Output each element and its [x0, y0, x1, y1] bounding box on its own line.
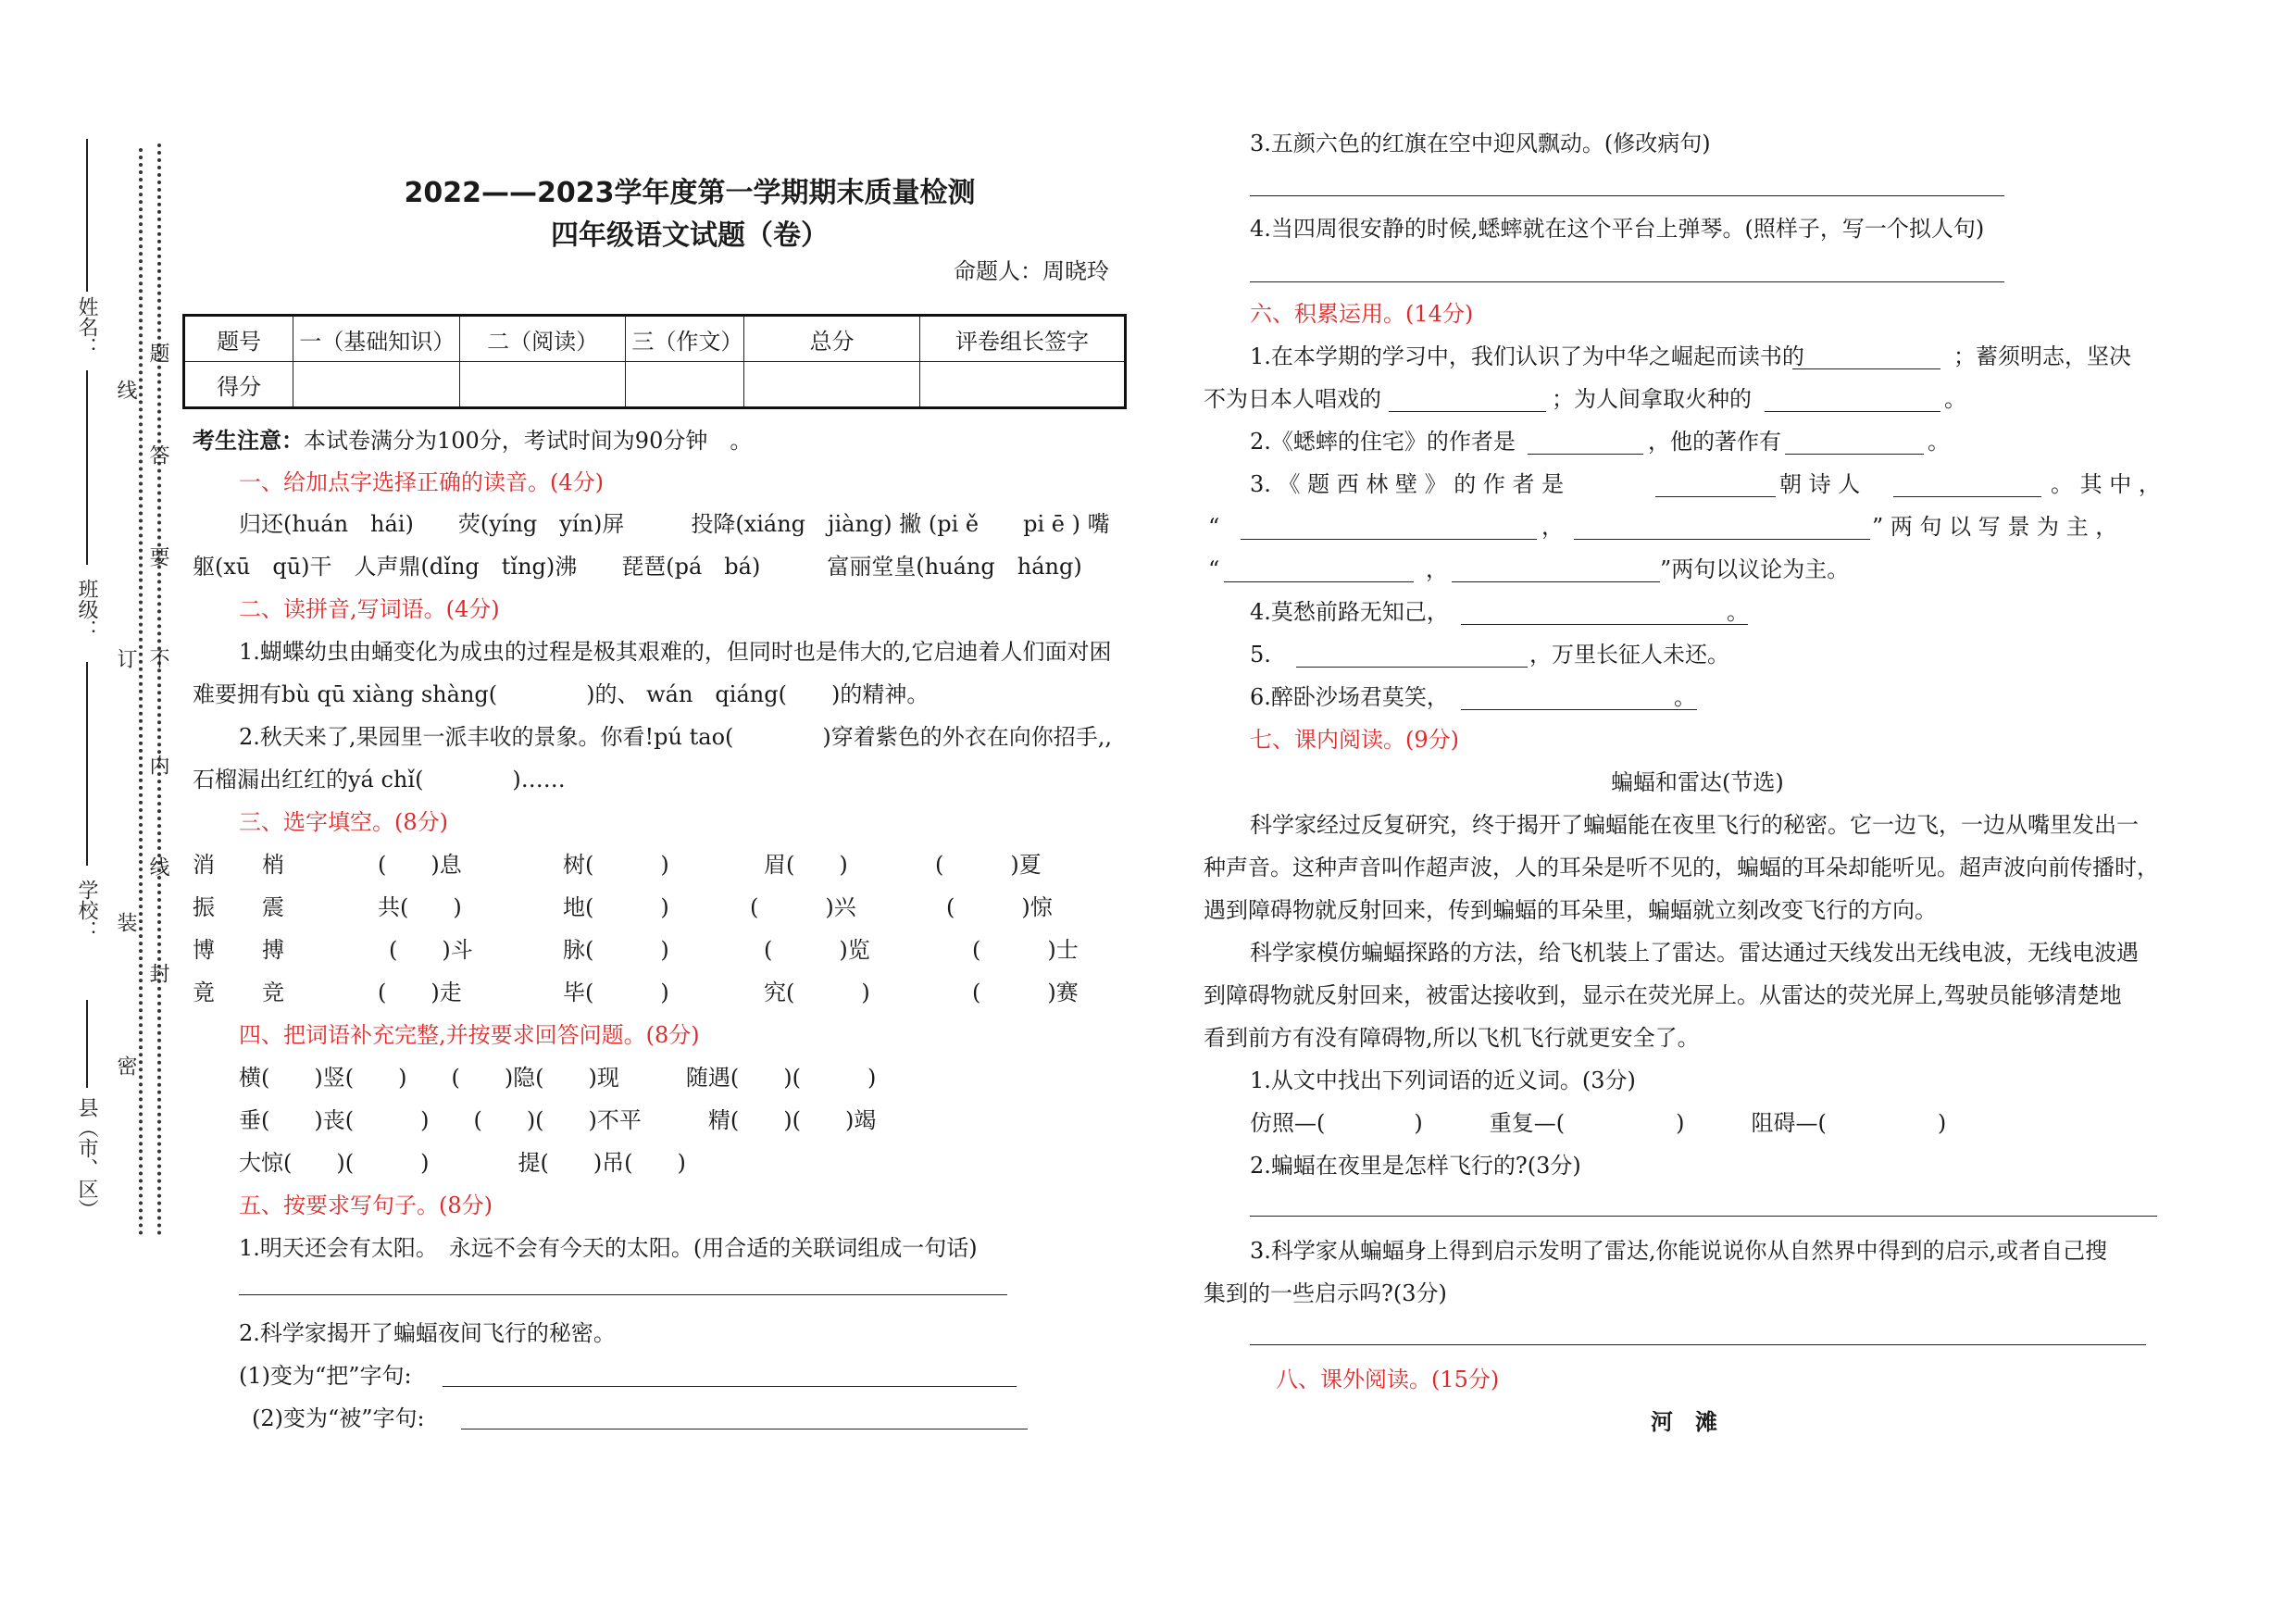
section-5-q2: 2.科学家揭开了蝙蝠夜间飞行的秘密。 [239, 1320, 616, 1346]
section-5-title: 五、按要求写句子。(8分) [239, 1192, 493, 1218]
passage-line: 到障碍物就反射回来，被雷达接收到，显示在荧光屏上。从雷达的荧光屏上,驾驶员能够清楚地 [1204, 982, 2122, 1008]
fill-blank[interactable] [1893, 496, 2041, 497]
seal-char-mi: 密 [114, 1055, 137, 1076]
blank-word[interactable]: 眉( ) [764, 852, 848, 878]
seal-char-ding: 订 [114, 648, 137, 668]
score-header-cell: 二（阅读） [459, 316, 626, 362]
section-6-q6-text: 。 [1674, 684, 1696, 710]
section-6-q2-text: 。 [1928, 429, 1950, 455]
blank-word[interactable]: ( )士 [972, 937, 1079, 963]
blank-word[interactable]: 毕( ) [563, 980, 669, 1005]
section-6-q3-text: ， [1541, 514, 1564, 540]
section-5-q3: 3.五颜六色的红旗在空中迎风飘动。(修改病句) [1250, 131, 1711, 156]
section-6-q3-text: “ [1208, 514, 1220, 540]
fill-blank[interactable] [1461, 624, 1748, 625]
section-2-line-4: 石榴漏出红红的yá chǐ( )…… [193, 767, 566, 793]
section-7-title: 七、课内阅读。(9分) [1250, 727, 1459, 753]
answer-line[interactable] [1250, 1216, 2157, 1217]
exam-title: 2022——2023学年度第一学期期末质量检测 [404, 177, 976, 209]
seal-char-ti: 题 [146, 343, 169, 363]
score-cell[interactable] [293, 362, 460, 408]
section-6-title: 六、积累运用。(14分) [1250, 301, 1474, 327]
blank-word[interactable]: ( )息 [378, 852, 462, 878]
binding-dotted-line-inner [157, 144, 161, 1236]
score-cell[interactable] [459, 362, 626, 408]
section-6-q3-text: 3. 《 题 西 林 壁 》 的 作 者 是 [1250, 471, 1565, 497]
passage-line: 科学家模仿蝙蝠探路的方法，给飞机装上了雷达。雷达通过天线发出无线电波，无线电波遇 [1250, 940, 2139, 966]
seal-char-bu: 不 [146, 648, 169, 668]
section-5-q1: 1.明天还会有太阳。 永远不会有今天的太阳。(用合适的关联词组成一句话) [239, 1235, 978, 1261]
section-6-q1-text: ；蓄须明志，坚决 [1953, 343, 2131, 369]
passage-line: 看到前方有没有障碍物,所以飞机飞行就更安全了。 [1204, 1025, 1700, 1051]
char-option: 梢 [262, 852, 284, 878]
section-2-line-2: 难要拥有bù qū xiàng shàng( )的、 wán qiáng( )的精神。 [193, 681, 930, 707]
school-line[interactable] [86, 662, 88, 866]
passage-title: 蝙蝠和雷达(节选) [1611, 769, 1784, 795]
score-cell[interactable] [626, 362, 744, 408]
section-6-q6-text: 6.醉卧沙场君莫笑， [1250, 684, 1449, 710]
seal-char-line: 线 [114, 380, 137, 400]
section-7-q1: 1.从文中找出下列词语的近义词。(3分) [1250, 1067, 1636, 1093]
section-5-q4: 4.当四周很安静的时候,蟋蟀就在这个平台上弹琴。(照样子，写一个拟人句) [1250, 216, 1985, 242]
class-label: 班级： [75, 579, 98, 640]
section-2-line-1: 1.蝴蝶幼虫由蛹变化为成虫的过程是极其艰难的，但同时也是伟大的,它启迪着人们面对困 [239, 639, 1112, 665]
score-header-cell: 总分 [744, 316, 920, 362]
section-1-title: 一、给加点字选择正确的读音。(4分) [239, 469, 604, 495]
char-option: 震 [262, 894, 284, 920]
blank-word[interactable]: ( )斗 [389, 937, 473, 963]
char-option: 搏 [262, 937, 284, 963]
blank-word[interactable]: ( )览 [764, 937, 870, 963]
fill-blank[interactable] [1296, 667, 1528, 668]
section-6-q1-text: 1.在本学期的学习中，我们认识了为中华之崛起而读书的 [1250, 343, 1804, 369]
fill-blank[interactable] [1765, 411, 1940, 412]
section-2-line-3: 2.秋天来了,果园里一派丰收的景象。你看!pú tao( )穿着紫色的外衣在向你招手,, [239, 724, 1113, 750]
blank-word[interactable]: ( )走 [378, 980, 462, 1005]
char-option: 消 [193, 852, 215, 878]
section-1-line-2: 躯(xū qū)干 人声鼎(dǐng tǐng)沸 琵琶(pá bá) 富丽堂皇(huáng háng) [193, 554, 1082, 580]
section-5-q2a: (1)变为“把”字句: [239, 1363, 412, 1389]
fill-blank[interactable] [1224, 581, 1414, 582]
blank-word[interactable]: ( )赛 [972, 980, 1079, 1005]
seal-char-da: 答 [146, 444, 169, 465]
section-2-title: 二、读拼音,写词语。(4分) [239, 596, 500, 622]
section-6-q3-text: ” 两 句 以 写 景 为 主 ， [1872, 514, 2118, 540]
section-4-line-1[interactable]: 横( )竖( ) ( )隐( )现 随遇( )( ) [239, 1065, 877, 1091]
section-6-q2-text: 2.《蟋蟀的住宅》的作者是 [1250, 429, 1516, 455]
section-6-q3-text: 。 其 中 ， [2051, 471, 2161, 497]
school-label: 学校： [75, 880, 98, 941]
notice-text: 本试卷满分为100分，考试时间为90分钟 。 [304, 428, 753, 454]
fill-blank[interactable] [1452, 581, 1660, 582]
blank-word[interactable]: ( )惊 [946, 894, 1053, 920]
section-6-q3-text: 朝 诗 人 [1779, 471, 1861, 497]
seal-char-xian2: 线 [146, 856, 169, 877]
answer-line[interactable] [443, 1386, 1017, 1387]
blank-word[interactable]: 脉( ) [563, 937, 669, 963]
section-6-q3-text: “ [1208, 556, 1220, 582]
score-cell[interactable] [919, 362, 1125, 408]
score-table [182, 314, 1127, 409]
score-header-cell: 一（基础知识） [293, 316, 460, 362]
score-cell[interactable] [744, 362, 920, 408]
class-line[interactable] [86, 370, 88, 565]
name-label: 姓名： [75, 296, 98, 357]
answer-line[interactable] [1250, 195, 2004, 196]
fill-blank[interactable] [1389, 411, 1546, 412]
blank-word[interactable]: ( )夏 [935, 852, 1042, 878]
section-6-q5-text: 5. [1250, 642, 1271, 668]
section-6-q1-text: 。 [1944, 386, 1966, 412]
blank-word[interactable]: ( )兴 [750, 894, 856, 920]
exam-subtitle: 四年级语文试题（卷） [551, 219, 829, 252]
notice [193, 427, 752, 455]
section-4-title: 四、把词语补充完整,并按要求回答问题。(8分) [239, 1022, 700, 1048]
passage-line: 科学家经过反复研究，终于揭开了蝙蝠能在夜里飞行的秘密。它一边飞，一边从嘴里发出一 [1250, 812, 2139, 838]
score-header-cell: 三（作文） [626, 316, 744, 362]
answer-line[interactable] [239, 1294, 1007, 1295]
name-line[interactable] [86, 139, 88, 292]
blank-word[interactable]: 地( ) [563, 894, 669, 920]
section-1-line-1: 归还(huán hái) 荧(yíng yín)屏 投降(xiáng jiàng) 撇 (pi ě pi ē ) 嘴 [239, 511, 1110, 537]
county-line[interactable] [86, 1000, 88, 1088]
passage-line: 遇到障碍物就反射回来，传到蝙蝠的耳朵里，蝙蝠就立刻改变飞行的方向。 [1204, 897, 1937, 923]
seal-char-nei: 内 [146, 755, 169, 775]
exam-author: 命题人：周晓玲 [954, 258, 1109, 284]
char-option: 竞 [262, 980, 284, 1005]
fill-blank[interactable] [1528, 454, 1643, 455]
county-label: 县（市、区） [75, 1097, 98, 1219]
score-header-cell: 评卷组长签字 [919, 316, 1125, 362]
char-option: 博 [193, 937, 215, 963]
section-3-title: 三、选字填空。(8分) [239, 809, 448, 835]
answer-line[interactable] [1250, 1344, 2146, 1345]
section-7-q2: 2.蝙蝠在夜里是怎样飞行的?(3分) [1250, 1153, 1581, 1179]
blank-word[interactable]: 究( ) [764, 980, 870, 1005]
answer-line[interactable] [1250, 281, 2004, 282]
seal-char-zhuang: 装 [114, 912, 137, 932]
score-header-cell: 题号 [184, 316, 293, 362]
seal-char-yao: 要 [146, 546, 169, 567]
fill-blank[interactable] [1785, 454, 1924, 455]
passage-line: 种声音。这种声音叫作超声波，人的耳朵是听不见的，蝙蝠的耳朵却能听见。超声波向前传播时， [1204, 855, 2159, 880]
char-option: 竟 [193, 980, 215, 1005]
char-option: 振 [193, 894, 215, 920]
fill-blank[interactable] [1461, 709, 1697, 710]
blank-word[interactable]: 树( ) [563, 852, 669, 878]
section-8-title: 八、课外阅读。(15分) [1276, 1367, 1500, 1392]
seal-char-feng: 封 [146, 963, 169, 983]
section-7-q1-items[interactable]: 仿照—( ) 重复—( ) 阻碍—( ) [1250, 1110, 1947, 1136]
section-6-q1-text: 不为日本人唱戏的 [1204, 386, 1381, 412]
section-6-q3-text: ， [1426, 556, 1448, 582]
section-6-q4-text: 4.莫愁前路无知己， [1250, 599, 1449, 625]
fill-blank[interactable] [1241, 539, 1537, 540]
section-6-q3-text: ”两句以议论为主。 [1660, 556, 1850, 582]
fill-blank[interactable] [1655, 496, 1776, 497]
section-5-q2b: (2)变为“被”字句: [252, 1405, 425, 1431]
score-row-label: 得分 [184, 362, 293, 408]
section-6-q2-text: ，他的著作有 [1648, 429, 1781, 455]
section-8-passage-title: 河 滩 [1651, 1408, 1717, 1435]
notice-label: 考生注意： [193, 427, 304, 454]
section-6-q1-text: ；为人间拿取火种的 [1552, 386, 1752, 412]
section-4-line-2[interactable]: 垂( )丧( ) ( )( )不平 精( )( )竭 [239, 1107, 877, 1133]
section-4-line-3[interactable]: 大惊( )( ) 提( )吊( ) [239, 1150, 686, 1176]
section-7-q3-line-2: 集到的一些启示吗?(3分) [1204, 1280, 1447, 1306]
blank-word[interactable]: 共( ) [378, 894, 462, 920]
fill-blank[interactable] [1792, 368, 1940, 369]
fill-blank[interactable] [1574, 539, 1870, 540]
section-7-q3-line-1: 3.科学家从蝙蝠身上得到启示发明了雷达,你能说说你从自然界中得到的启示,或者自己搜 [1250, 1238, 2108, 1264]
section-6-q5-text: ，万里长征人未还。 [1529, 642, 1729, 668]
section-6-q4-text: 。 [1727, 599, 1749, 625]
